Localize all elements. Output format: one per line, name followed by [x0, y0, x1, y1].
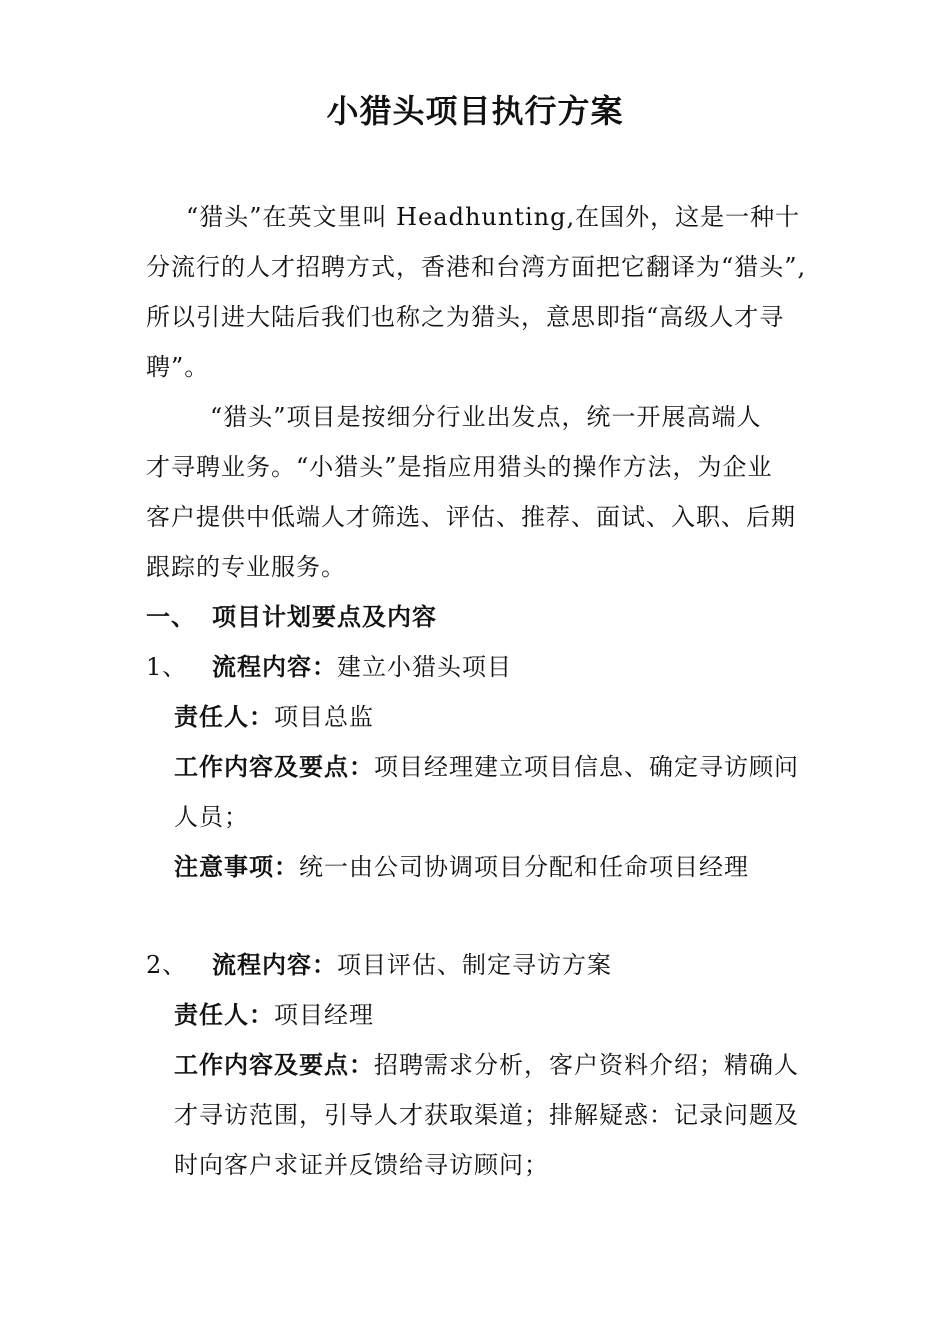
item-1-flow-value: 建立小猎头项目: [337, 653, 512, 681]
intro-p1-line-4: 聘”。: [146, 353, 210, 381]
item-1-work-line-1: [174, 742, 799, 792]
item-1-flow-label: 流程内容：: [212, 652, 337, 681]
section-1-heading: 项目计划要点及内容: [212, 602, 437, 631]
item-2-owner: [174, 990, 374, 1040]
item-1-note-value: 统一由公司协调项目分配和任命项目经理: [299, 853, 749, 881]
item-2-work-line-2: 才寻访范围，引导人才获取渠道；排解疑惑：记录问题及: [174, 1101, 799, 1129]
intro-p2-line-2: 才寻聘业务。“小猎头”是指应用猎头的操作方法，为企业: [146, 453, 773, 481]
item-1-work-line-2: 人员；: [174, 803, 249, 831]
section-1-number: 一、: [146, 602, 196, 631]
item-1-note-label: 注意事项：: [174, 852, 299, 881]
item-2-work-line-1: [174, 1040, 799, 1090]
item-2-work-text-1: 招聘需求分析，客户资料介绍；精确人: [374, 1051, 799, 1079]
item-1-work-text-1: 项目经理建立项目信息、确定寻访顾问: [374, 753, 799, 781]
intro-p2-line-1: “猎头”项目是按细分行业出发点，统一开展高端人: [210, 403, 762, 431]
item-1-number: 1、: [146, 653, 188, 681]
item-2-flow: [212, 940, 612, 990]
item-1-owner-value: 项目总监: [274, 703, 374, 731]
item-1-flow: [212, 642, 512, 692]
intro-p1-line-1: “猎头”在英文里叫 Headhunting,在国外，这是一种十: [186, 203, 801, 231]
item-1-owner-label: 责任人：: [174, 702, 274, 731]
intro-p2-line-3: 客户提供中低端人才筛选、评估、推荐、面试、入职、后期: [146, 503, 796, 531]
item-2-work-line-3: 时向客户求证并反馈给寻访顾问；: [174, 1151, 549, 1179]
item-1-note: [174, 842, 749, 892]
item-1-work-label: 工作内容及要点：: [174, 752, 374, 781]
item-2-owner-value: 项目经理: [274, 1001, 374, 1029]
intro-p1-line-2: 分流行的人才招聘方式，香港和台湾方面把它翻译为“猎头”,: [146, 253, 807, 281]
item-1-owner: [174, 692, 374, 742]
item-2-flow-value: 项目评估、制定寻访方案: [337, 951, 612, 979]
item-2-flow-label: 流程内容：: [212, 950, 337, 979]
item-2-work-label: 工作内容及要点：: [174, 1050, 374, 1079]
document-title: 小猎头项目执行方案: [326, 92, 624, 130]
intro-p1-line-3: 所以引进大陆后我们也称之为猎头，意思即指“高级人才寻: [146, 303, 785, 331]
item-2-number: 2、: [146, 951, 188, 979]
intro-p2-line-4: 跟踪的专业服务。: [146, 553, 346, 581]
item-2-owner-label: 责任人：: [174, 1000, 274, 1029]
